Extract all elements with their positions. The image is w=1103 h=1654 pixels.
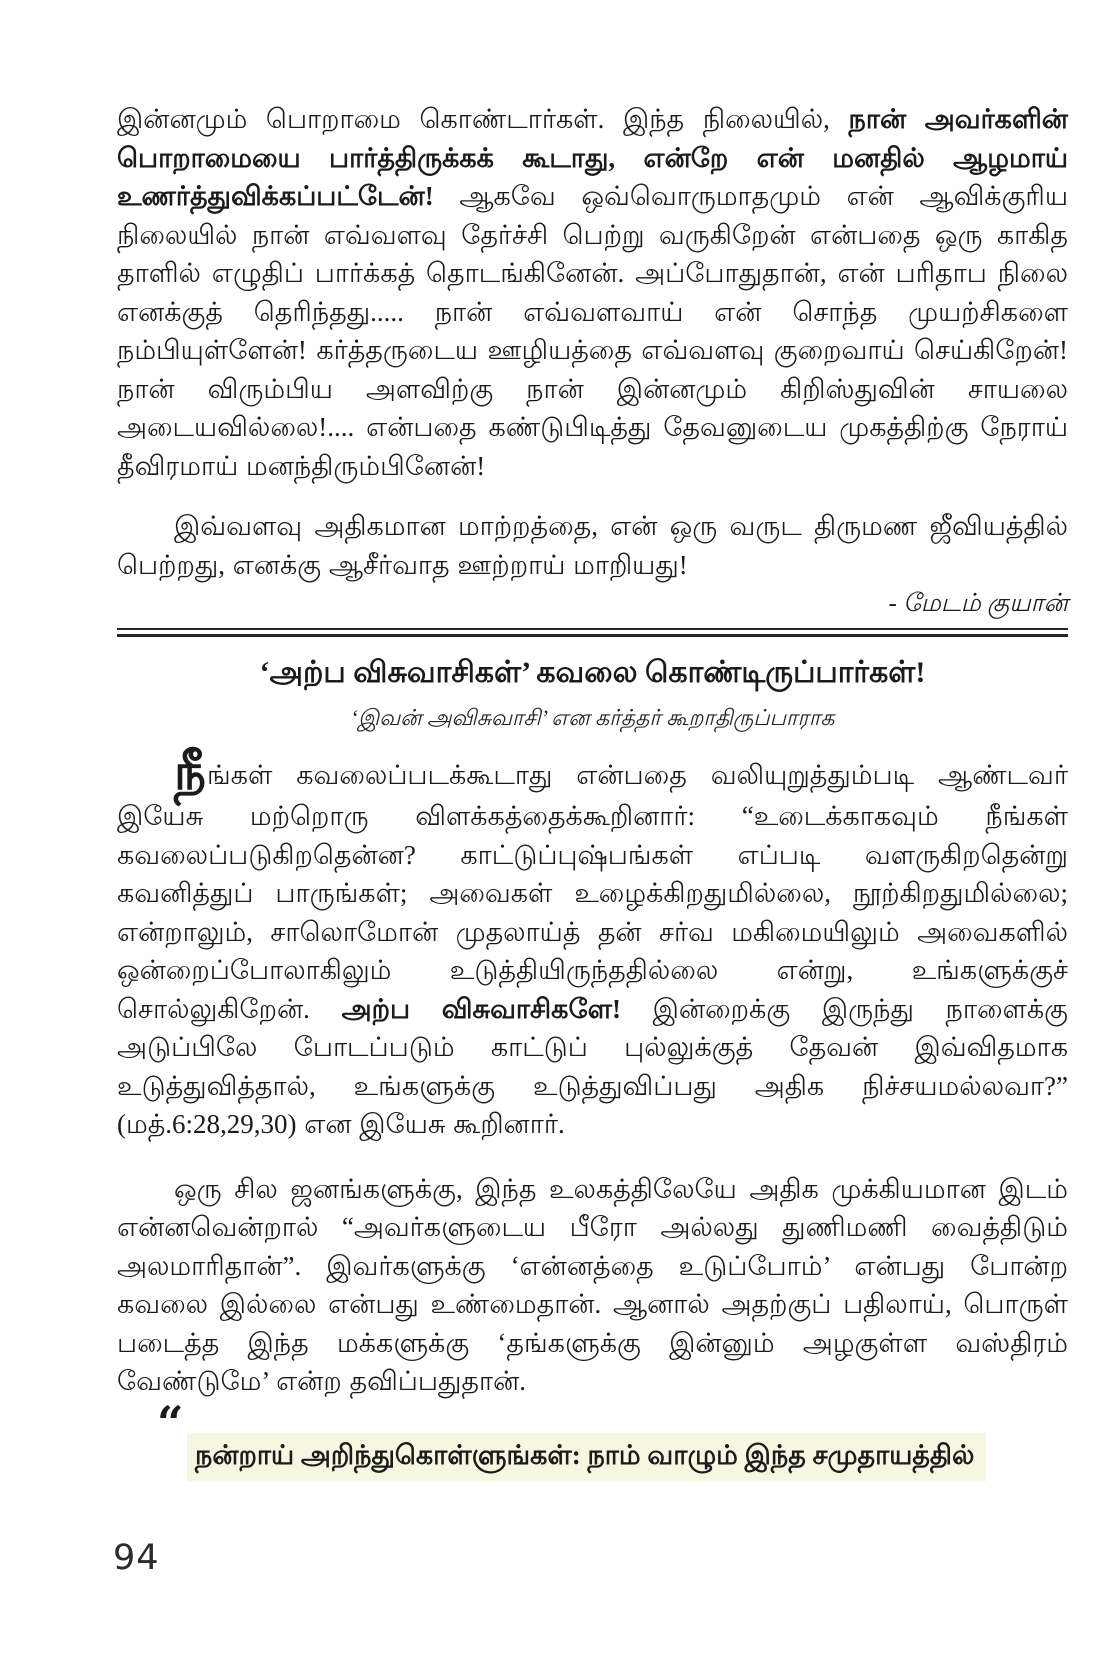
open-quote-mark: “ <box>157 1395 184 1450</box>
attribution: - மேடம் குயான் <box>888 590 1068 617</box>
highlighted-quote-text: நன்றாய் அறிந்துகொள்ளுங்கள்: நாம் வாழும் இந்த சமுதாயத்தில் <box>187 1433 986 1481</box>
section-divider-rule <box>117 628 1068 637</box>
section-subtitle: ‘இவன் அவிசுவாசி’ என கர்த்தர் கூறாதிருப்பாராக <box>350 705 835 730</box>
text-run-bold: அற்ப விசுவாசிகளே! <box>341 993 621 1024</box>
initial-letter: நீ <box>174 744 208 800</box>
text-run: இன்னமும் பொறாமை கொண்டார்கள். இந்த நிலையில், <box>117 104 849 134</box>
paragraph-commentary: ஒரு சில ஜனங்களுக்கு, இந்த உலகத்திலேயே அதிக முக்கியமான இடம் என்னவென்றால் “அவர்களுடைய பீரோ அல்லது துணிமணி வைத்திடும் அலமாரிதான்”. இவர்களுக்கு ‘என்னத்தை உடுப்போம்’ என்பது போன்ற கவலை இல்லை என்பது உண்மைதான். ஆனால் அதற்குப் பதிலாய், பொருள் படைத்த இந்த மக்களுக்கு ‘தங்களுக்கு இன்னும் அழகுள்ள வஸ்திரம் வேண்டுமே’ என்ற தவிப்பதுதான். <box>117 1173 1068 1396</box>
section-title: ‘அற்ப விசுவாசிகள்’ கவலை கொண்டிருப்பார்கள்! <box>259 656 926 689</box>
page-content <box>117 100 1068 1481</box>
paragraph-sermon <box>117 744 1068 1144</box>
paragraph-testimony <box>117 100 1068 485</box>
text-run: ங்கள் கவலைப்படக்கூடாது என்பதை வலியுறுத்தும்படி ஆண்டவர் இயேசு மற்றொரு விளக்கத்தைக்கூறினார்: “உடைக்காகவும் நீங்கள் கவலைப்படுகிறதென்ன? காட்டுப்புஷ்பங்கள் எப்படி வளருகிறதென்று கவனித்துப் பாருங்கள்; அவைகள் உழைக்கிறதுமில்லை, நூற்கிறதுமில்லை; என்றாலும், சாலொமோன் முதலாய்த் தன் சர்வ மகிமையிலும் அவைகளில் ஒன்றைப்போலாகிலும் உடுத்தியிருந்ததில்லை என்று, உங்களுக்குச் சொல்லுகிறேன். <box>117 760 1068 1024</box>
text-run: இன்றைக்கு இருந்து நாளைக்கு அடுப்பிலே போடப்படும் காட்டுப் புல்லுக்குத் தேவன் இவ்விதமாக உடுத்துவித்தால், உங்களுக்கு உடுத்துவிப்பது அதிக நிச்சயமல்லவா?” (மத்.6:28,29,30) என இயேசு கூறினார். <box>117 993 1068 1139</box>
paragraph-testimony-conclusion: இவ்வளவு அதிகமான மாற்றத்தை, என் ஒரு வருட திருமண ஜீவியத்தில் பெற்றது, எனக்கு ஆசீர்வாத ஊற்றாய் மாறியது! <box>117 511 1068 580</box>
text-run: ஆகவே ஒவ்வொருமாதமும் என் ஆவிக்குரிய நிலையில் நான் எவ்வளவு தேர்ச்சி பெற்று வருகிறேன் என்பதை ஒரு காகித தாளில் எழுதிப் பார்க்கத் தொடங்கினேன். அப்போதுதான், என் பரிதாப நிலை எனக்குத் தெரிந்தது..... நான் எவ்வளவாய் என் சொந்த முயற்சிகளை நம்பியுள்ளேன்! கர்த்தருடைய ஊழியத்தை எவ்வளவு குறைவாய் செய்கிறேன்! நான் விரும்பிய அளவிற்கு நான் இன்னமும் கிறிஸ்துவின் சாயலை அடையவில்லை!.... என்பதை கண்டுபிடித்து தேவனுடைய முகத்திற்கு நேராய் தீவிரமாய் மனந்திரும்பினேன்! <box>117 181 1068 481</box>
highlighted-quote-block <box>117 1395 1068 1481</box>
page-number: 94 <box>113 1538 160 1578</box>
text-run-bold: நான் அவர்களின் பொறாமையை பார்த்திருக்கக் கூடாது, என்றே என் மனதில் ஆழமாய் உணர்த்துவிக்கப்பட்டேன்! <box>117 104 1068 211</box>
